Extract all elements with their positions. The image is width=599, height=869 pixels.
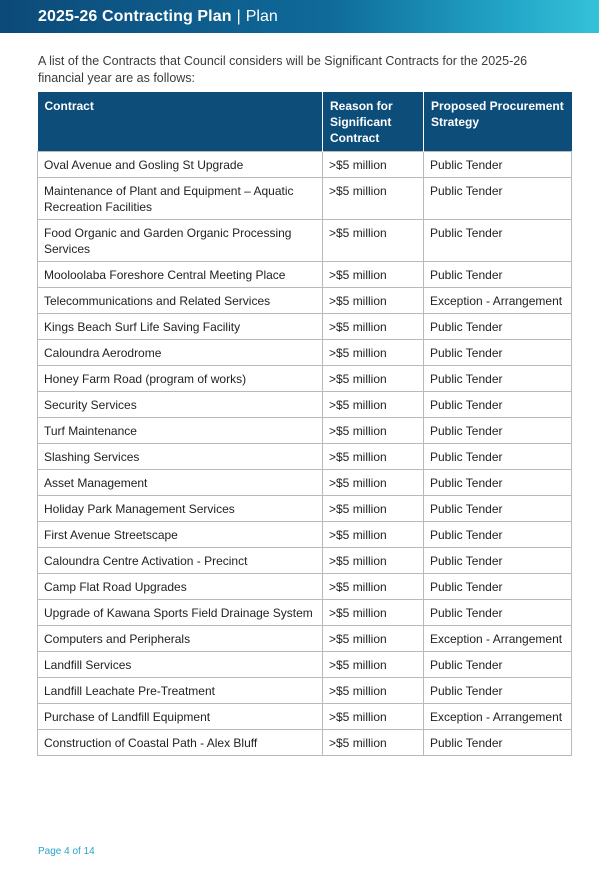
contract-cell: Honey Farm Road (program of works)	[38, 366, 323, 392]
contract-cell: Purchase of Landfill Equipment	[38, 704, 323, 730]
document-title: 2025-26 Contracting Plan	[38, 7, 232, 25]
document-subtitle: Plan	[245, 7, 278, 25]
strategy-cell: Public Tender	[424, 152, 572, 178]
strategy-cell: Public Tender	[424, 220, 572, 262]
contract-cell: Landfill Leachate Pre-Treatment	[38, 678, 323, 704]
intro-paragraph: A list of the Contracts that Council considers will be Significant Contracts for the 2025-26 financial year are as follows:	[38, 54, 528, 85]
reason-cell: >$5 million	[323, 392, 424, 418]
table-row	[38, 470, 572, 496]
strategy-cell: Exception - Arrangement	[424, 704, 572, 730]
strategy-cell: Public Tender	[424, 652, 572, 678]
reason-cell: >$5 million	[323, 418, 424, 444]
table-row	[38, 366, 572, 392]
contract-cell: Telecommunications and Related Services	[38, 288, 323, 314]
column-header-reason: Reason for Significant Contract	[323, 92, 424, 152]
strategy-cell: Public Tender	[424, 418, 572, 444]
reason-cell: >$5 million	[323, 340, 424, 366]
significant-contracts-table	[37, 92, 572, 756]
strategy-cell: Exception - Arrangement	[424, 288, 572, 314]
table-row	[38, 262, 572, 288]
contract-cell: Caloundra Centre Activation - Precinct	[38, 548, 323, 574]
table-header-row	[38, 92, 572, 152]
contract-cell: Camp Flat Road Upgrades	[38, 574, 323, 600]
strategy-cell: Public Tender	[424, 730, 572, 756]
reason-cell: >$5 million	[323, 678, 424, 704]
table-row	[38, 288, 572, 314]
reason-cell: >$5 million	[323, 652, 424, 678]
table-row	[38, 730, 572, 756]
strategy-cell: Public Tender	[424, 444, 572, 470]
reason-cell: >$5 million	[323, 574, 424, 600]
contract-cell: Computers and Peripherals	[38, 626, 323, 652]
reason-cell: >$5 million	[323, 444, 424, 470]
table-row	[38, 314, 572, 340]
reason-cell: >$5 million	[323, 704, 424, 730]
document-header-bar	[0, 0, 599, 33]
table-body	[38, 152, 572, 756]
reason-cell: >$5 million	[323, 262, 424, 288]
strategy-cell: Public Tender	[424, 600, 572, 626]
contract-cell: Maintenance of Plant and Equipment – Aquatic Recreation Facilities	[38, 178, 323, 220]
table-row	[38, 548, 572, 574]
contract-cell: Turf Maintenance	[38, 418, 323, 444]
table-row	[38, 522, 572, 548]
strategy-cell: Public Tender	[424, 496, 572, 522]
table-row	[38, 152, 572, 178]
reason-cell: >$5 million	[323, 470, 424, 496]
reason-cell: >$5 million	[323, 220, 424, 262]
strategy-cell: Exception - Arrangement	[424, 626, 572, 652]
strategy-cell: Public Tender	[424, 314, 572, 340]
strategy-cell: Public Tender	[424, 340, 572, 366]
column-header-contract: Contract	[38, 92, 323, 152]
contract-cell: First Avenue Streetscape	[38, 522, 323, 548]
reason-cell: >$5 million	[323, 730, 424, 756]
reason-cell: >$5 million	[323, 626, 424, 652]
column-header-strategy: Proposed Procurement Strategy	[424, 92, 572, 152]
table-row	[38, 678, 572, 704]
contract-cell: Construction of Coastal Path - Alex Bluff	[38, 730, 323, 756]
reason-cell: >$5 million	[323, 548, 424, 574]
table-row	[38, 418, 572, 444]
contract-cell: Caloundra Aerodrome	[38, 340, 323, 366]
contract-cell: Oval Avenue and Gosling St Upgrade	[38, 152, 323, 178]
reason-cell: >$5 million	[323, 152, 424, 178]
table-row	[38, 340, 572, 366]
contract-cell: Asset Management	[38, 470, 323, 496]
table-row	[38, 392, 572, 418]
title-separator: |	[236, 7, 241, 25]
contract-cell: Security Services	[38, 392, 323, 418]
contract-cell: Food Organic and Garden Organic Processing Services	[38, 220, 323, 262]
reason-cell: >$5 million	[323, 522, 424, 548]
contract-cell: Holiday Park Management Services	[38, 496, 323, 522]
contract-cell: Landfill Services	[38, 652, 323, 678]
strategy-cell: Public Tender	[424, 678, 572, 704]
strategy-cell: Public Tender	[424, 178, 572, 220]
table-row	[38, 178, 572, 220]
table-row	[38, 600, 572, 626]
strategy-cell: Public Tender	[424, 392, 572, 418]
reason-cell: >$5 million	[323, 600, 424, 626]
strategy-cell: Public Tender	[424, 522, 572, 548]
table-row	[38, 704, 572, 730]
contract-cell: Mooloolaba Foreshore Central Meeting Place	[38, 262, 323, 288]
table-row	[38, 496, 572, 522]
table-row	[38, 652, 572, 678]
strategy-cell: Public Tender	[424, 548, 572, 574]
reason-cell: >$5 million	[323, 178, 424, 220]
table-row	[38, 444, 572, 470]
contract-cell: Slashing Services	[38, 444, 323, 470]
table-row	[38, 626, 572, 652]
reason-cell: >$5 million	[323, 496, 424, 522]
strategy-cell: Public Tender	[424, 574, 572, 600]
table-row	[38, 574, 572, 600]
contract-cell: Upgrade of Kawana Sports Field Drainage System	[38, 600, 323, 626]
table-row	[38, 220, 572, 262]
page-number: Page 4 of 14	[38, 846, 95, 857]
contract-cell: Kings Beach Surf Life Saving Facility	[38, 314, 323, 340]
strategy-cell: Public Tender	[424, 366, 572, 392]
reason-cell: >$5 million	[323, 288, 424, 314]
strategy-cell: Public Tender	[424, 262, 572, 288]
reason-cell: >$5 million	[323, 366, 424, 392]
strategy-cell: Public Tender	[424, 470, 572, 496]
reason-cell: >$5 million	[323, 314, 424, 340]
